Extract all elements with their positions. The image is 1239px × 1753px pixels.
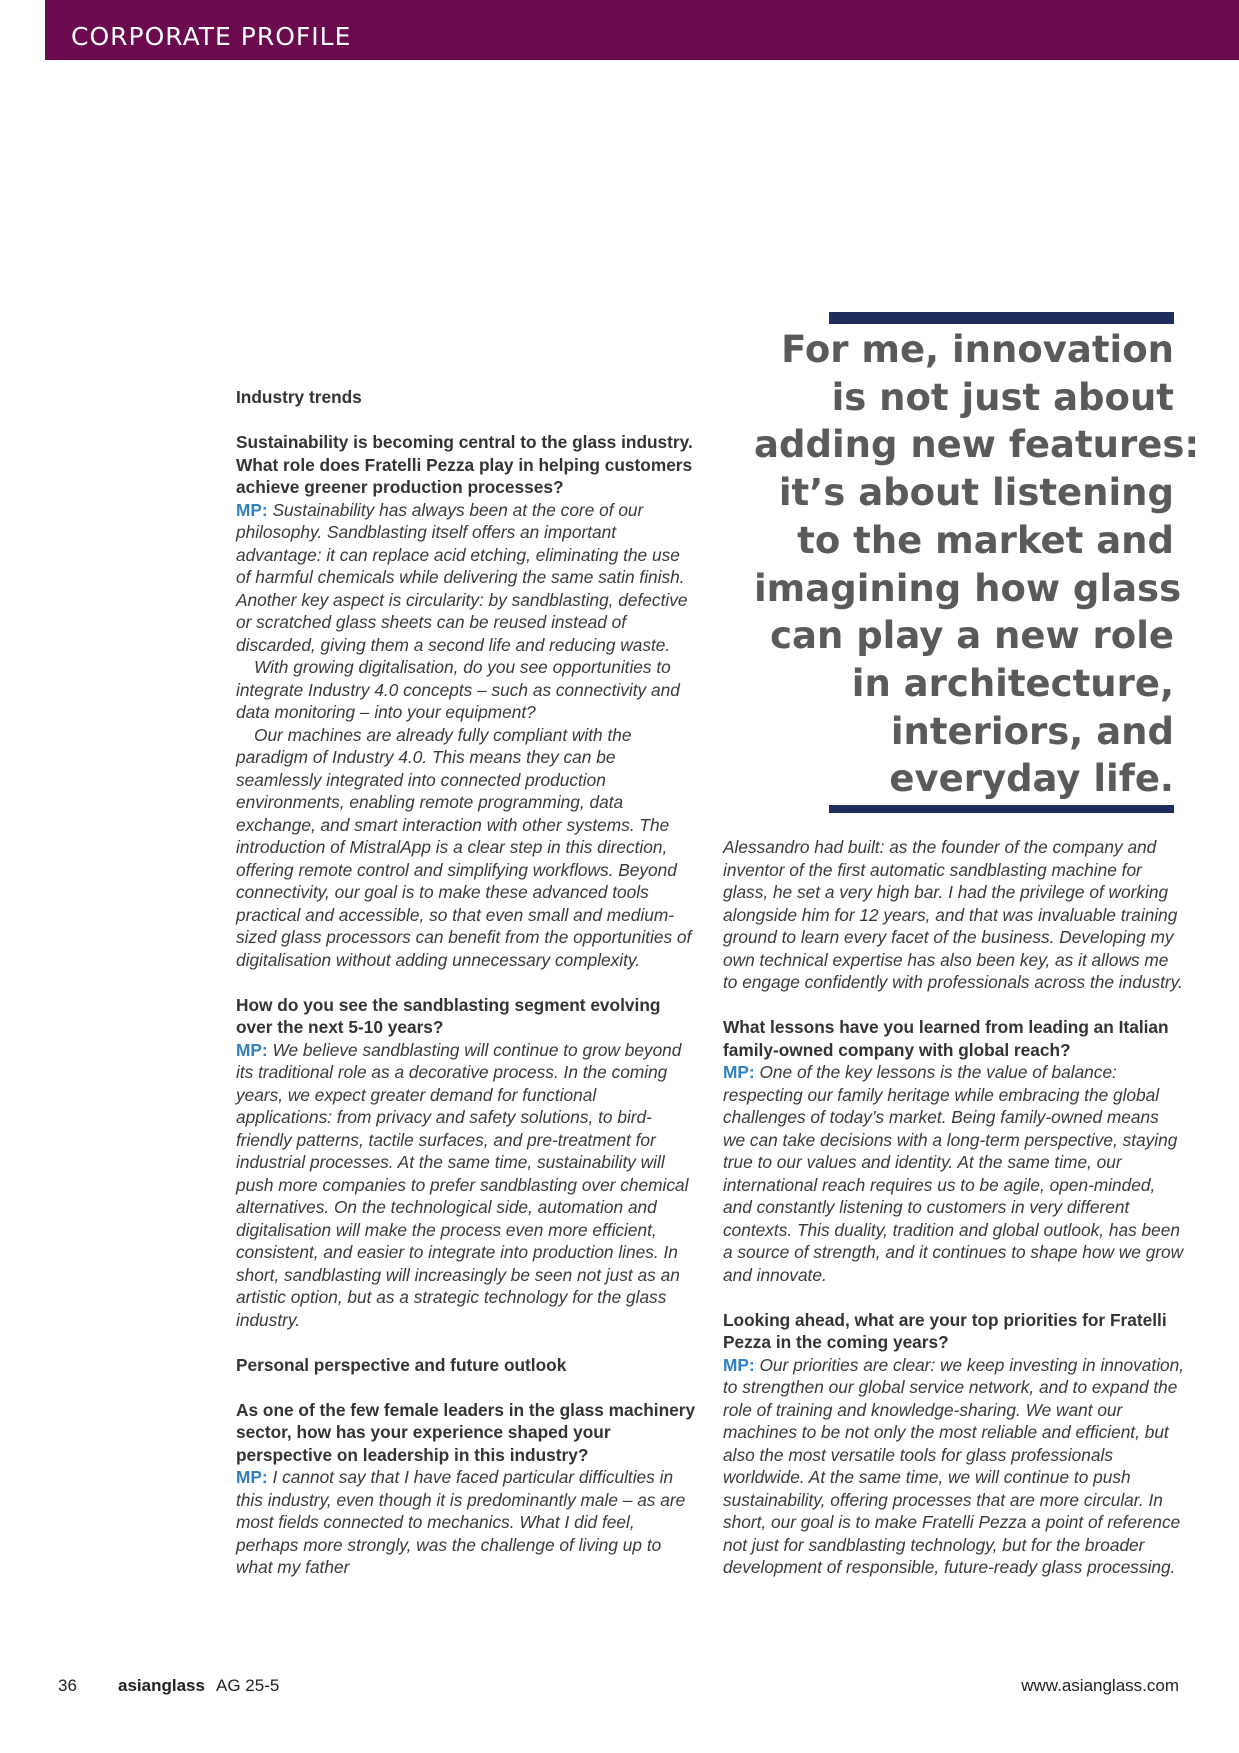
pull-quote: [754, 326, 1200, 803]
speaker-label: MP:: [236, 499, 268, 520]
interview-question: What lessons have you learned from leading an Italian family-owned company with global reach?: [723, 1017, 1169, 1060]
speaker-label: MP:: [723, 1354, 755, 1375]
interview-question: As one of the few female leaders in the glass machinery sector, how has your experience shaped your perspective on leadership in this industry?: [236, 1399, 696, 1465]
speaker-label: MP:: [236, 1467, 268, 1487]
pull-quote-line: imagining how glass: [754, 566, 1182, 610]
header-bar: [45, 0, 1239, 60]
website-link[interactable]: www.asianglass.com: [1021, 1676, 1179, 1695]
article-column-right: [723, 836, 1185, 1579]
page-number: 36: [58, 1676, 77, 1695]
pull-quote-line: in architecture,: [851, 661, 1174, 705]
interview-question: Looking ahead, what are your top priorities for Fratelli Pezza in the coming years?: [723, 1309, 1167, 1352]
pull-quote-line: adding new features:: [754, 423, 1200, 467]
pull-quote-top-rule: [829, 312, 1174, 324]
pull-quote-line: interiors, and: [890, 709, 1174, 753]
interview-question-inline: With growing digitalisation, do you see opportunities to integrate Industry 4.0 concepts – such as connectivity and data monitoring – into your equipment?: [236, 657, 680, 722]
article-column-left: [236, 386, 696, 1579]
pull-quote-line: is not just about: [831, 375, 1174, 419]
pull-quote-line: it’s about listening: [778, 471, 1174, 515]
pull-quote-line: everyday life.: [889, 757, 1174, 801]
interview-answer: MP: One of the key lessons is the value of balance: respecting our family heritage while embracing the global challenges of today’s market. Being family-owned means we can take decisions with a long-term perspective, staying true to our values and identity. At the same time, our international reach requires us to be agile, open-minded, and constantly listening to customers in very different contexts. This duality, tradition and global outlook, has been a source of strength, and it continues to shape how we grow and innovate.: [723, 1062, 1184, 1285]
section-heading: Industry trends: [236, 387, 362, 407]
pull-quote-line: For me, innovation: [781, 328, 1174, 371]
interview-answer: Our machines are already fully compliant with the paradigm of Industry 4.0. This means they can be seamlessly integrated into connected production environments, enabling remote programming, data exchange, and smart interaction with other systems. The introduction of MistralApp is a clear step in this direction, offering remote control and simplifying workflows. Beyond connectivity, our goal is to make these advanced tools practical and accessible, so that even small and medium-sized glass processors can benefit from the opportunities of digitalisation without adding unnecessary complexity.: [236, 724, 692, 970]
interview-answer: MP: We believe sandblasting will continue to grow beyond its traditional role as a decorative process. In the coming years, we expect greater demand for functional applications: from privacy and safety solutions, to bird-friendly patterns, tactile surfaces, and pre-treatment for industrial processes. At the same time, sustainability will push more companies to prefer sandblasting over chemical alternatives. On the technological side, automation and digitalisation will make the process even more efficient, consistent, and easier to integrate into production lines. In short, sandblasting will increasingly be seen not just as an artistic option, but as a strategic technology for the glass industry.: [236, 1039, 689, 1330]
interview-answer: MP: Our priorities are clear: we keep investing in innovation, to strengthen our global service network, and to expand the role of training and knowledge-sharing. We want our machines to be not only the most reliable and efficient, but also the most versatile tools for glass professionals worldwide. At the same time, we will continue to push sustainability, offering processes that are more circular. In short, our goal is to make Fratelli Pezza a point of reference not just for sandblasting technology, but for the broader development of responsible, future-ready glass processing.: [723, 1354, 1185, 1577]
speaker-label: MP:: [723, 1062, 755, 1082]
pull-quote-line: can play a new role: [770, 614, 1174, 658]
interview-answer-continued: Alessandro had built: as the founder of the company and inventor of the first automatic sandblasting machine for glass, he set a very high bar. I had the privilege of working alongside him for 12 years, and that was invaluable training ground to learn every facet of the business. Developing my own technical expertise has also been key, as it allows me to engage confidently with professionals across the industry.: [723, 837, 1183, 992]
pull-quote-line: to the market and: [797, 518, 1174, 562]
pull-quote-bottom-rule: [829, 805, 1174, 813]
interview-question: How do you see the sandblasting segment evolving over the next 5-10 years?: [236, 994, 661, 1037]
interview-answer: MP: Sustainability has always been at the core of our philosophy. Sandblasting itself offers an important advantage: it can replace acid etching, eliminating the use of harmful chemicals while delivering the same satin finish. Another key aspect is circularity: by sandblasting, defective or scratched glass sheets can be reused instead of discarded, giving them a second life and reducing waste.: [236, 499, 688, 655]
section-heading: Personal perspective and future outlook: [236, 1354, 567, 1375]
interview-question: Sustainability is becoming central to the glass industry. What role does Fratelli Pezza play in helping customers achieve greener production processes?: [236, 432, 693, 497]
issue-number: AG 25-5: [216, 1676, 280, 1695]
section-title: CORPORATE PROFILE: [71, 22, 352, 51]
magazine-brand: asianglass: [118, 1676, 205, 1695]
interview-answer: MP: I cannot say that I have faced particular difficulties in this industry, even though it is predominantly male – as are most fields connected to mechanics. What I did feel, perhaps more strongly, was the challenge of living up to what my father: [236, 1467, 686, 1577]
speaker-label: MP:: [236, 1039, 268, 1060]
